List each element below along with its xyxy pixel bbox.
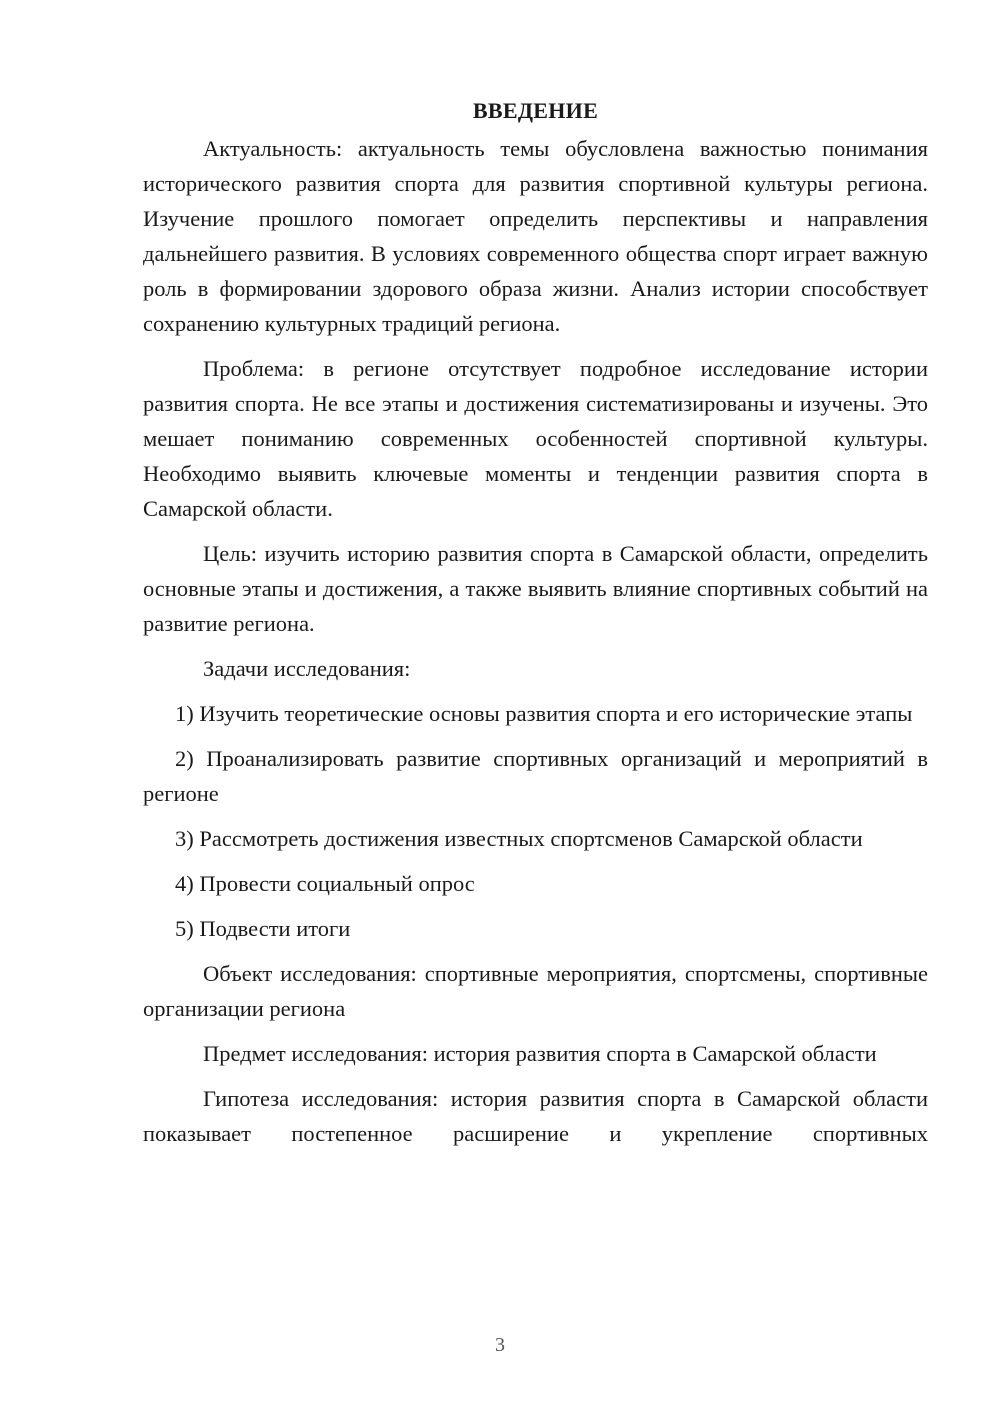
list-item-task-1: 1) Изучить теоретические основы развития спорта и его исторические этапы [175, 701, 913, 726]
page-number: 3 [495, 1334, 505, 1356]
list-item-task-5: 5) Подвести итоги [175, 916, 351, 941]
paragraph-subject: Предмет исследования: история развития спорта в Самарской области [203, 1041, 877, 1066]
paragraph-problem: Проблема: в регионе отсутствует подробное исследование истории развития спорта. Не все этапы и достижения систематизированы и изучены. Это мешает пониманию современных особенностей спортивной культуры. Необходимо выявить ключевые моменты и тенденции развития спорта в Самарской области. [143, 356, 928, 521]
list-item-task-4: 4) Провести социальный опрос [175, 871, 475, 896]
document-page [143, 96, 928, 1161]
list-item-task-2: 2) Проанализировать развитие спортивных организаций и мероприятий в регионе [143, 746, 928, 806]
paragraph-hypothesis: Гипотеза исследования: история развития спорта в Самарской области показывает постепенное расширение и укрепление спортивных [143, 1086, 928, 1146]
paragraph-goal: Цель: изучить историю развития спорта в Самарской области, определить основные этапы и достижения, а также выявить влияние спортивных событий на развитие региона. [143, 541, 928, 636]
paragraph-object: Объект исследования: спортивные мероприятия, спортсмены, спортивные организации региона [143, 961, 928, 1021]
paragraph-relevance: Актуальность: актуальность темы обусловлена важностью понимания исторического развития спорта для развития спортивной культуры региона. Изучение прошлого помогает определить перспективы и направления дальнейшего развития. В условиях современного общества спорт играет важную роль в формировании здорового образа жизни. Анализ истории способствует сохранению культурных традиций региона. [143, 136, 928, 336]
paragraph-tasks-heading: Задачи исследования: [203, 656, 411, 681]
page-title: ВВЕДЕНИЕ [472, 98, 599, 123]
list-item-task-3: 3) Рассмотреть достижения известных спортсменов Самарской области [175, 826, 863, 851]
